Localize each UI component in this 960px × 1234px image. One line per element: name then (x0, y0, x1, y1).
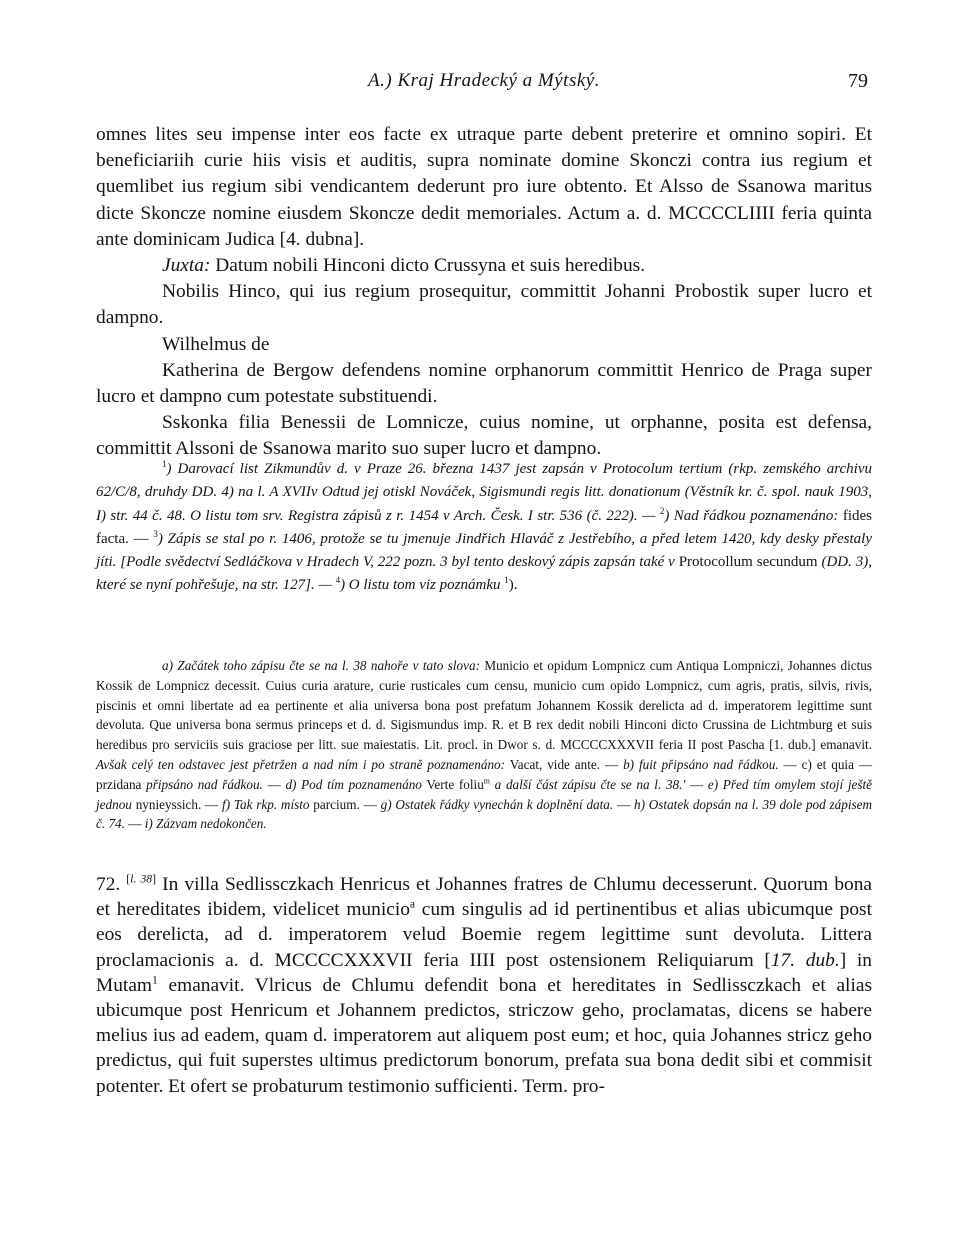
note-h-label: h) Ostatek dopsán na l. 39 dole pod zápisem č. 74. (96, 796, 873, 832)
note-d-label: d) Pod tím poznamenáno (285, 776, 422, 792)
entry-72-date: 17. dub. (770, 949, 840, 971)
paragraph-2 (96, 253, 872, 279)
entry-72-sup-1: 1 (152, 973, 158, 987)
notes-block (96, 656, 872, 834)
entry-72-sup-a: a (409, 897, 416, 911)
note-h-sep: — (613, 796, 634, 812)
note-c-italic: připsáno nad řádkou. (141, 776, 263, 792)
note-d-plain: Verte foliu (421, 776, 484, 792)
note-e-plain: nynieyssich. (131, 796, 202, 812)
footnote-2-mark: 2 (659, 505, 665, 516)
footnote-4-text: ) O listu tom viz poznámku (340, 577, 505, 594)
paragraph-5: Katherina de Bergow defendens nomine orphanorum committit Henrico de Praga super lucro et dampno cum potestate substituendi. (96, 359, 872, 408)
paragraph-3: Nobilis Hinco, qui ius regium prosequitur, committit Johanni Probostik super lucro et dampno. (96, 281, 872, 329)
footnote-2-text: ) Nad řádkou poznamenáno: (664, 507, 843, 524)
footnote-4-ref: 1 (504, 575, 509, 586)
footnote-1-mark: 1 (162, 459, 167, 469)
note-a-text: Municio et opidum Lompnicz cum Antiqua Lompniczi, Johannes dictus Kossik de Lompnicz decessit. Cuius curia arature, curie rusticales cum censu, municio cum opido Lompnicz, cum agris, pratis, silvis, rivis, piscinis et omni libertate ad ea pertinente et alia universa bona post prefatum Johannem Kossik derelicta ad d. imperatorem legittime sunt devoluta. Que universa bona sermus princeps et d. d. Sigismundus imp. R. et B rex dedit nobili Hinconi dicto Crussina de Lichtmburg et suis heredibus pro serviciis suis graciose per litt. sue maiestatis. Lit. procl. in Dwor s. d. MCCCCXXXVII feria II post Pascha [1. dub.] emanavit. (96, 658, 872, 753)
running-head (96, 70, 872, 96)
note-d-italic: a další část zápisu čte se na l. 38.' (489, 776, 686, 792)
note-g-label: g) Ostatek řádky vynechán k doplnění data. (380, 796, 614, 812)
juxta-label: Juxta: (162, 255, 211, 277)
footnotes (96, 458, 872, 598)
entry-72-text-d: emanavit. Vlricus de Chlumu defendit bona et hereditates in Sedlissczkach et alias ubicumque post Henricum et Johannem predictos, striczow geho, proclamatas, dicens se habere melius ius ad eadem, quam d. imperatorem aut aliquem post eum; et hoc, quia Johannes stricz geho predictus, qui fuit superstes ultimus predictorum bonorum, prefata sua bona dedit sibi et commisit potenter. Et ofert se probaturum testimonio sufficienti. Term. pro- (96, 974, 872, 1097)
note-b-sep: — (778, 756, 802, 772)
footnote-1-text: ) Darovací list Zikmundův d. v Praze 26. března 1437 jest zapsán v Protocolum tertium (rkp. zemského archivu 62/C/8, druhdy DD. 4) na l. A XVIIv Odtud jej otiskl Nováček, Sigismundi regis litt. donationum (Věstník kr. č. spol. nauk 1903, I) str. 44 č. 48. O listu tom srv. Registra zápisů z r. 1454 v Arch. Česk. I str. 536 (č. 222). — (96, 461, 872, 524)
footnote-4-mark: 4 (335, 575, 341, 586)
note-c-label: c) et quia — przidana (96, 756, 873, 792)
paragraph-1: omnes lites seu impense inter eos facte ex utraque parte debent preterire et omnino sopiri. Et beneficiariih curie hiis visis et auditis, supra nominate domine Skonczi contra ius regium et quemlibet ius regium sibi vendicantem dederunt pro iure obtento. Et Alsso de Ssanowa maritus dicte Skoncze nomine eiusdem Skoncze dedit memoriales. Actum a. d. MCCCCLIIII feria quinta ante dominicam Judica [4. dubna]. (96, 124, 872, 250)
entry-72-text-a: In villa Sedlissczkach Henricus et Johannes fratres de Chlumu decesserunt. Quorum bona et hereditates ibidem, videlicet municio (96, 874, 873, 921)
footnote-3-plain: Protocollum secundum (678, 554, 818, 571)
note-a-italic-2: Avšak celý ten odstavec jest přetržen a nad ním i po straně poznamenáno: (96, 756, 506, 772)
folio-locator: [l. 38] (126, 872, 156, 886)
entry-72 (96, 872, 872, 1099)
note-d-sup: m (483, 776, 490, 786)
page-number: 79 (848, 70, 868, 92)
entry-72-paragraph (96, 872, 872, 1099)
note-d-sep: — (262, 776, 286, 792)
main-text (96, 122, 872, 463)
footnote-3-mark: 3 (153, 528, 158, 539)
footnote-3-text-2: (DD. 3), které se nyní pohřešuje, na str. 127]. — (96, 554, 872, 594)
folio-locator-text: l. 38 (130, 872, 153, 886)
entry-number: 72. (96, 874, 121, 895)
text-critical-notes (96, 656, 872, 834)
footnote-block (96, 458, 872, 598)
running-head-title: A.) Kraj Hradecký a Mýtský. (368, 70, 600, 91)
paragraph-6: Sskonka filia Benessii de Lomnicze, cuius nomine, ut orphanne, posita est defensa, committit Alssoni de Ssanowa marito suo super lucro et dampno. (96, 412, 872, 460)
note-a-plain-2: Vacat, vide ante. — (505, 756, 619, 772)
footnote-2-plain: fides facta. — (96, 507, 872, 547)
footnote-3-text: ) Zápis se stal po r. 1406, protože se tu jmenuje Jindřich Hlaváč z Jestřebího, a před letem 1420, kdy desky přestaly jíti. [Podle svědectví Sedláčkova v Hradech V, 222 pozn. 3 byl tento deskový zápis zapsán také v (96, 530, 872, 571)
note-f-sep: — (201, 796, 223, 812)
note-g-sep: — (359, 796, 381, 812)
note-i-label: i) Zázνam nedokončen. (144, 816, 267, 832)
note-e-label: e) Před tím omylem stojí ještě jednou (96, 776, 872, 812)
footnote-4-end: ). (508, 577, 518, 594)
juxta-text: Datum nobili Hinconi dicto Crussyna et suis heredibus. (210, 255, 646, 277)
note-e-sep: — (685, 776, 708, 792)
paragraph-4: Wilhelmus de (162, 333, 270, 355)
note-b-label: b) fuit připsáno nad řádkou. (618, 756, 779, 772)
entry-72-text-c: ] in Mutam (96, 949, 872, 996)
note-i-sep: — (124, 816, 145, 832)
note-a-label: a) Začátek toho zápisu čte se na l. 38 nahoře v tato slova: (162, 658, 480, 673)
note-f-label: f) Tak rkp. místo (222, 796, 310, 812)
note-f-plain: parcium. (309, 796, 360, 812)
entry-72-text-b: cum singulis ad id pertinentibus et alias ubicumque post eos derelicta, ad d. imperatorem velud Boemie regem legittime sunt devoluta. Littera proclamacionis a. d. MCCCCXXXVII feria IIII post ostensionem Reliquiarum [ (96, 899, 872, 971)
